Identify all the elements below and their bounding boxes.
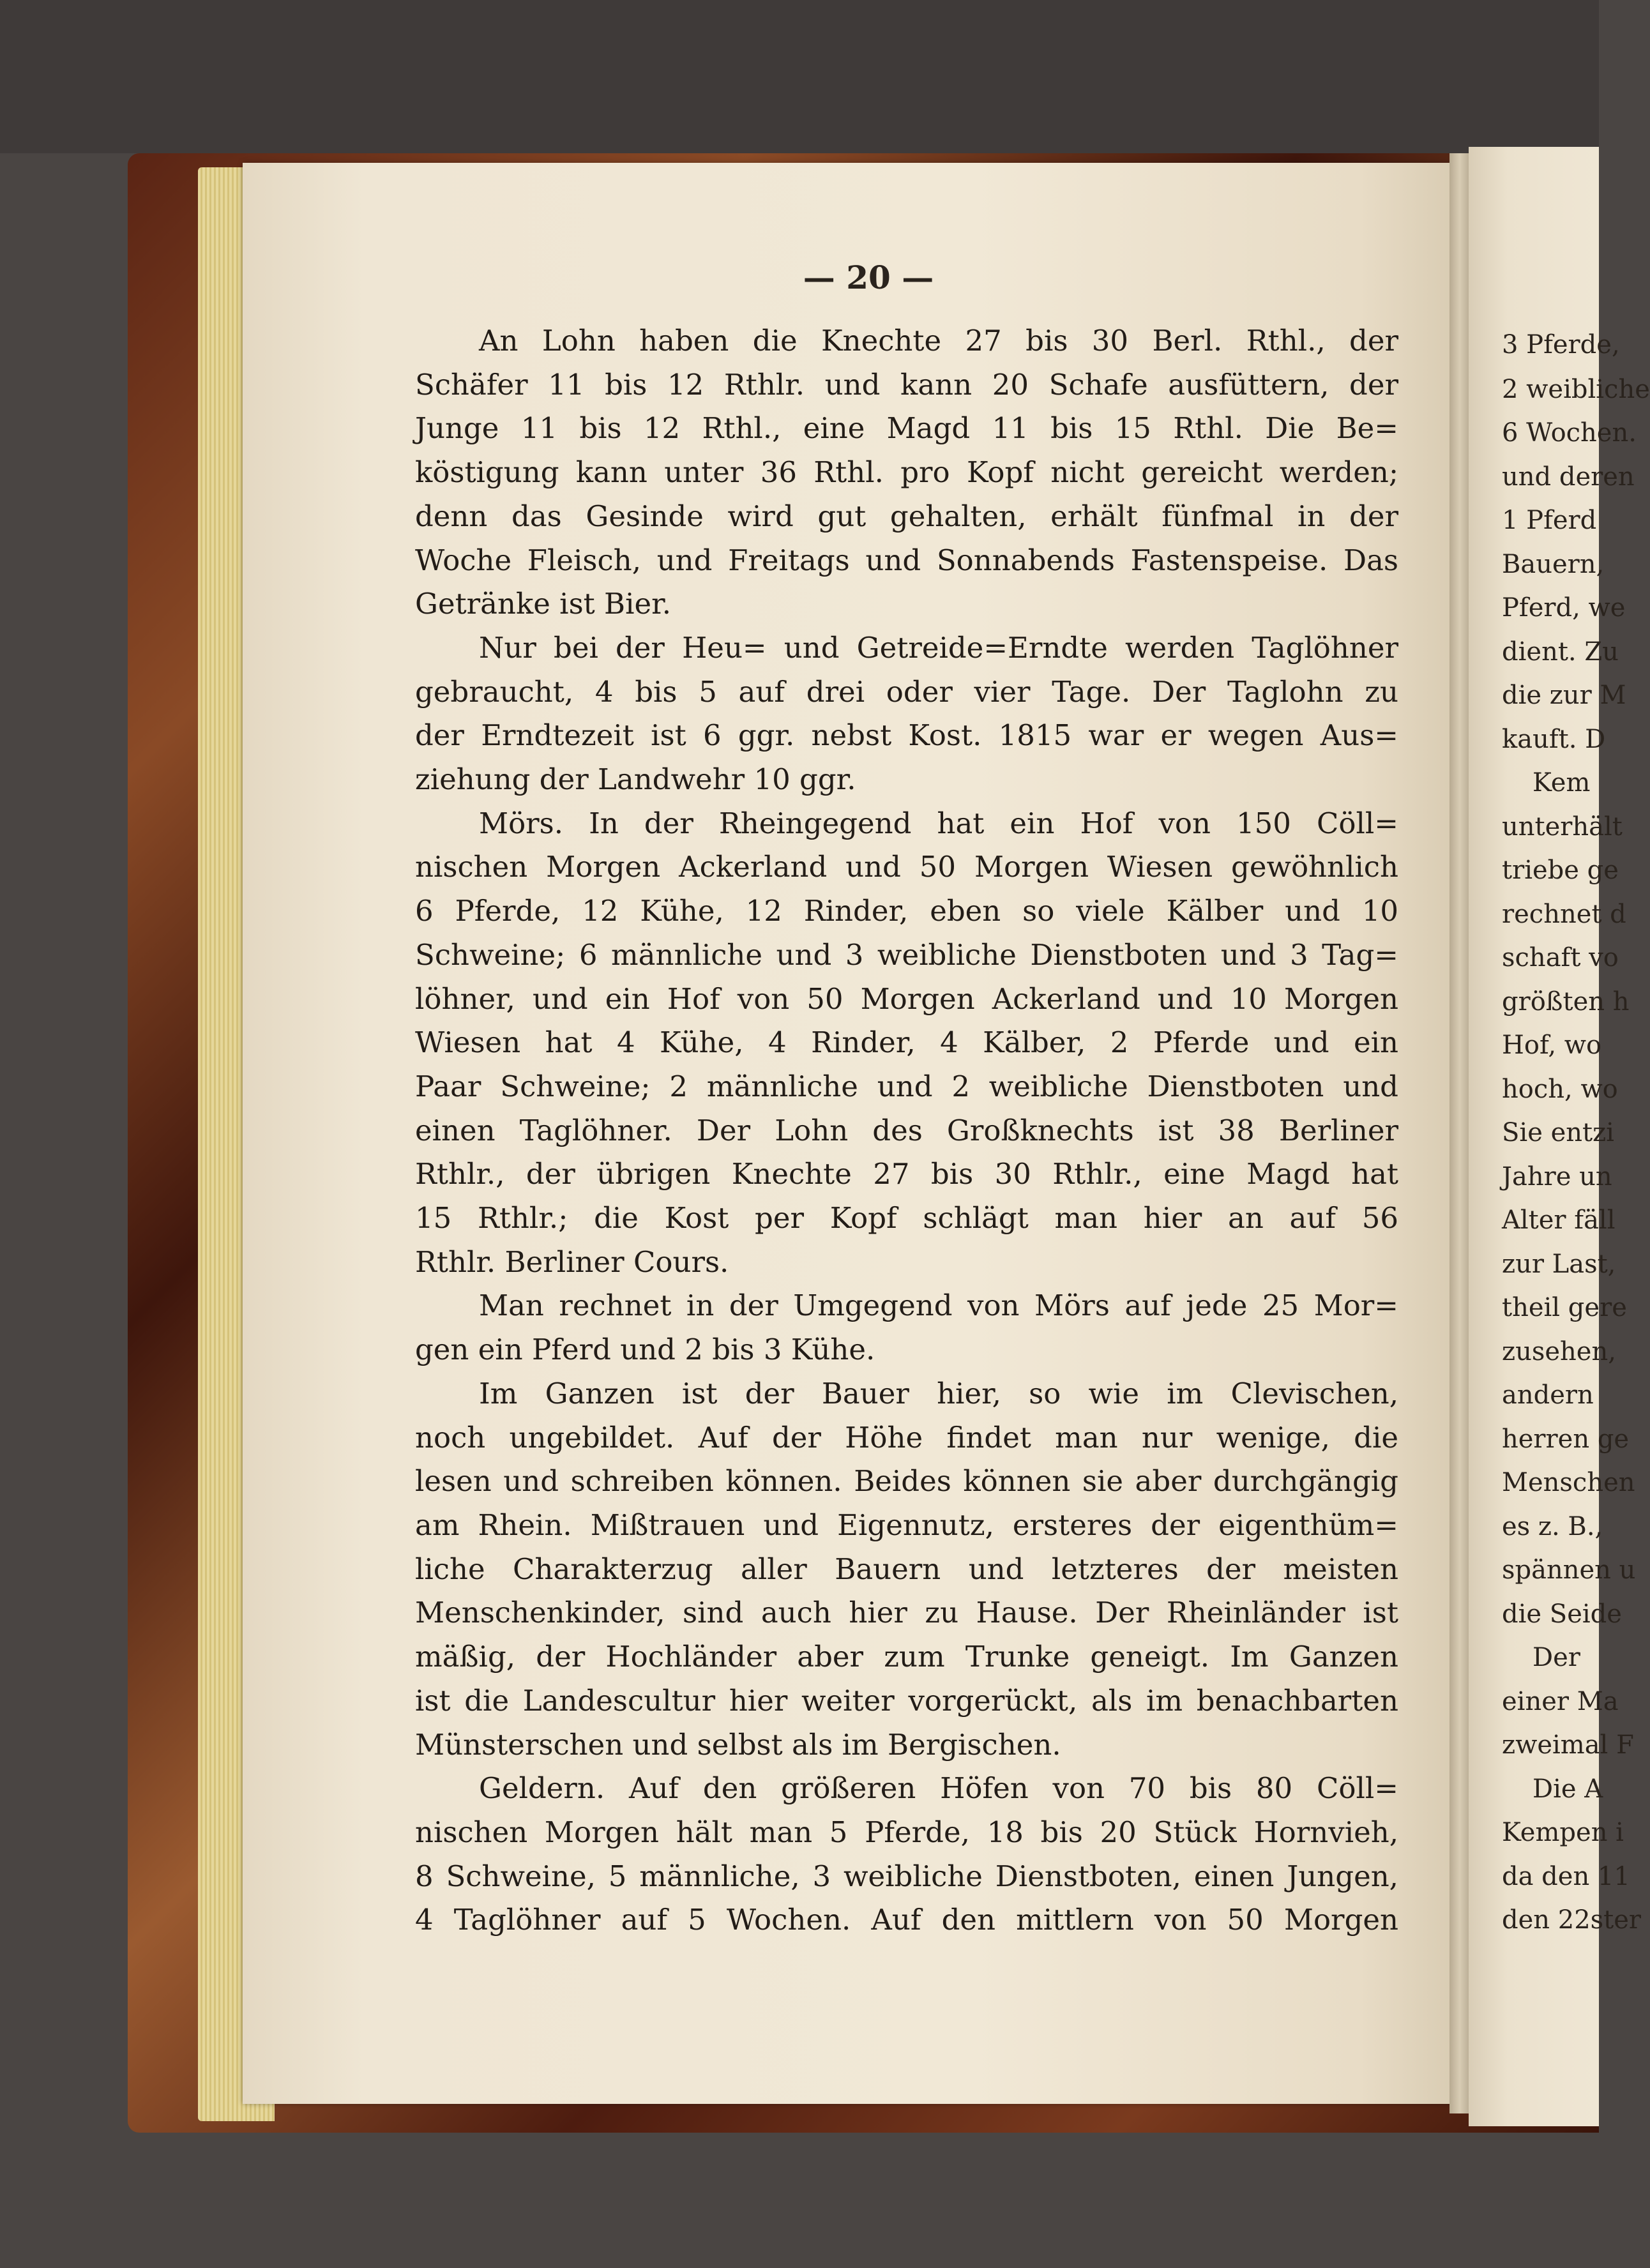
- text-line: Im Ganzen ist der Bauer hier, so wie im Clevischen,: [479, 1376, 1398, 1410]
- next-page-fragment: Sie entzi: [1502, 1118, 1614, 1147]
- text-line: lesen und schreiben können. Beides können sie aber durchgängig: [415, 1464, 1398, 1499]
- text-line: noch ungebildet. Auf der Höhe findet man nur wenige, die: [415, 1420, 1398, 1455]
- next-page-fragment: Bauern,: [1502, 550, 1605, 579]
- next-page-fragment: spännen u: [1502, 1555, 1636, 1585]
- text-line: Schweine; 6 männliche und 3 weibliche Dienstboten und 3 Tag=: [415, 937, 1398, 972]
- next-page-fragment: größten h: [1502, 987, 1630, 1017]
- text-line: nischen Morgen Ackerland und 50 Morgen Wiesen gewöhnlich: [415, 850, 1398, 884]
- text-line: Wiesen hat 4 Kühe, 4 Rinder, 4 Kälber, 2 Pferde und ein: [415, 1025, 1398, 1060]
- text-line: mäßig, der Hochländer aber zum Trunke geneigt. Im Ganzen: [415, 1640, 1398, 1674]
- backdrop: [0, 0, 1599, 153]
- text-line: An Lohn haben die Knechte 27 bis 30 Berl. Rthl., der: [479, 324, 1398, 358]
- text-line: 8 Schweine, 5 männliche, 3 weibliche Dienstboten, einen Jungen,: [415, 1859, 1398, 1893]
- next-page-fragment: die zur M: [1502, 681, 1626, 710]
- next-page-fragment: den 22ster: [1502, 1905, 1642, 1935]
- next-page-fragment: Der: [1533, 1643, 1580, 1672]
- next-page-fragment: 1 Pferd: [1502, 506, 1597, 535]
- next-page-fragment: und deren: [1502, 462, 1635, 492]
- next-page-fragment: theil gere: [1502, 1293, 1627, 1322]
- text-line: gen ein Pferd und 2 bis 3 Kühe.: [415, 1333, 875, 1367]
- next-page-fragment: triebe ge: [1502, 856, 1619, 885]
- text-line: gebraucht, 4 bis 5 auf drei oder vier Tage. Der Taglohn zu: [415, 674, 1398, 709]
- text-line: Münsterschen und selbst als im Bergischen.: [415, 1727, 1061, 1762]
- next-page-fragment: 3 Pferde,: [1502, 330, 1620, 359]
- next-page: [1469, 147, 1650, 2126]
- next-page-fragment: dient. Zu: [1502, 637, 1619, 667]
- text-line: Menschenkinder, sind auch hier zu Hause. Der Rheinländer ist: [415, 1596, 1398, 1630]
- text-line: Nur bei der Heu= und Getreide=Erndte werden Taglöhner: [479, 630, 1398, 665]
- next-page-fragment: Die A: [1533, 1774, 1603, 1804]
- next-page-fragment: 2 weibliche: [1502, 375, 1650, 404]
- next-page-fragment: andern: [1502, 1380, 1594, 1410]
- text-line: Woche Fleisch, und Freitags und Sonnabends Fastenspeise. Das: [415, 543, 1398, 577]
- next-page-fragment: rechnet d: [1502, 900, 1626, 929]
- next-page-fragment: schaft vo: [1502, 943, 1619, 972]
- text-line: 4 Taglöhner auf 5 Wochen. Auf den mittlern von 50 Morgen: [415, 1903, 1398, 1937]
- next-page-fragment: die Seide: [1502, 1599, 1622, 1629]
- next-page-fragment: Menschen: [1502, 1468, 1635, 1497]
- next-page-fragment: da den 11: [1502, 1862, 1630, 1891]
- next-page-fragment: herren ge: [1502, 1425, 1630, 1454]
- next-page-fragment: Kempen i: [1502, 1818, 1624, 1847]
- text-line: denn das Gesinde wird gut gehalten, erhält fünfmal in der: [415, 499, 1398, 533]
- page-number: — 20 —: [803, 259, 934, 296]
- text-line: nischen Morgen hält man 5 Pferde, 18 bis 20 Stück Hornvieh,: [415, 1815, 1398, 1849]
- text-line: Paar Schweine; 2 männliche und 2 weibliche Dienstboten und: [415, 1069, 1398, 1103]
- next-page-fragment: einer Ma: [1502, 1687, 1619, 1716]
- text-line: liche Charakterzug aller Bauern und letzteres der meisten: [415, 1552, 1398, 1586]
- next-page-fragment: zusehen,: [1502, 1337, 1616, 1366]
- page-text: [415, 319, 1398, 1992]
- text-line: einen Taglöhner. Der Lohn des Großknechts ist 38 Berliner: [415, 1113, 1398, 1147]
- text-line: köstigung kann unter 36 Rthl. pro Kopf nicht gereicht werden;: [415, 455, 1398, 490]
- next-page-fragment: unterhält: [1502, 812, 1623, 842]
- next-page-fragment: hoch, wo: [1502, 1075, 1618, 1104]
- text-line: am Rhein. Mißtrauen und Eigennutz, ersteres der eigenthüm=: [415, 1508, 1398, 1542]
- text-line: Rthlr. Berliner Cours.: [415, 1244, 729, 1279]
- next-page-fragment: Pferd, we: [1502, 593, 1626, 623]
- text-line: löhner, und ein Hof von 50 Morgen Ackerland und 10 Morgen: [415, 981, 1398, 1016]
- next-page-fragment: kauft. D: [1502, 725, 1606, 754]
- next-page-fragment: Hof, wo: [1502, 1031, 1602, 1060]
- text-line: 15 Rthlr.; die Kost per Kopf schlägt man hier an auf 56: [415, 1201, 1398, 1236]
- next-page-fragment: 6 Wochen.: [1502, 418, 1637, 448]
- text-line: Geldern. Auf den größeren Höfen von 70 bis 80 Cöll=: [479, 1771, 1398, 1806]
- next-page-fragment: es z. B.,: [1502, 1512, 1603, 1541]
- text-line: der Erndtezeit ist 6 ggr. nebst Kost. 1815 war er wegen Aus=: [415, 718, 1398, 753]
- next-page-fragment: Kem: [1533, 768, 1591, 798]
- next-page-fragment: zweimal F: [1502, 1730, 1634, 1760]
- next-page-fragment: zur Last,: [1502, 1250, 1616, 1279]
- next-page-fragment: Jahre un: [1502, 1162, 1612, 1191]
- text-line: ziehung der Landwehr 10 ggr.: [415, 762, 856, 797]
- text-line: Mörs. In der Rheingegend hat ein Hof von 150 Cöll=: [479, 806, 1398, 840]
- next-page-fragment: Alter fäll: [1502, 1206, 1616, 1235]
- text-line: ist die Landescultur hier weiter vorgerückt, als im benachbarten: [415, 1683, 1398, 1718]
- text-line: Getränke ist Bier.: [415, 587, 672, 621]
- text-line: Junge 11 bis 12 Rthl., eine Magd 11 bis 15 Rthl. Die Be=: [415, 411, 1398, 446]
- text-line: Man rechnet in der Umgegend von Mörs auf jede 25 Mor=: [479, 1289, 1398, 1323]
- text-line: Schäfer 11 bis 12 Rthlr. und kann 20 Schafe ausfüttern, der: [415, 367, 1398, 402]
- text-line: Rthlr., der übrigen Knechte 27 bis 30 Rthlr., eine Magd hat: [415, 1157, 1398, 1191]
- text-line: 6 Pferde, 12 Kühe, 12 Rinder, eben so viele Kälber und 10: [415, 894, 1398, 928]
